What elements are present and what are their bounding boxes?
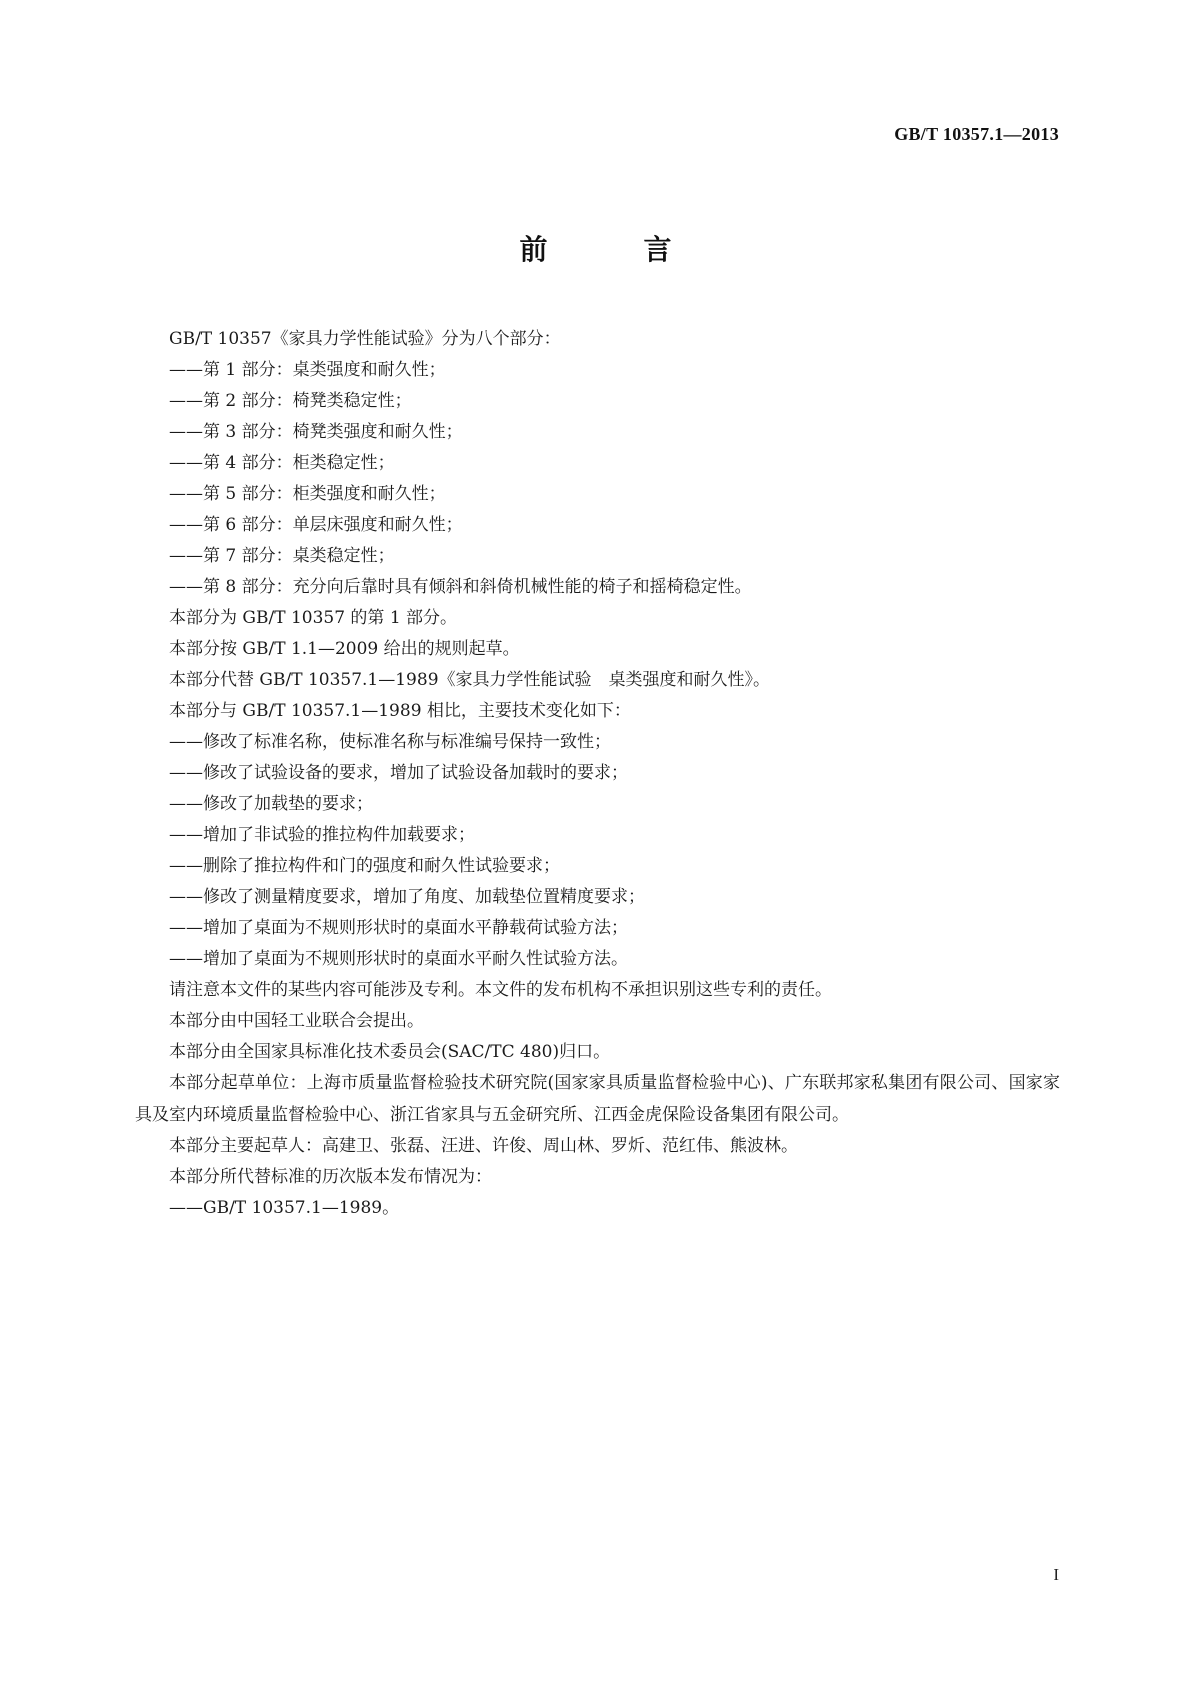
list-item-change: ——修改了试验设备的要求，增加了试验设备加载时的要求；	[169, 763, 628, 783]
list-item-change: ——增加了桌面为不规则形状时的桌面水平静载荷试验方法；	[169, 918, 628, 938]
paragraph-patent-notice: 请注意本文件的某些内容可能涉及专利。本文件的发布机构不承担识别这些专利的责任。	[169, 980, 832, 1000]
list-item-part-6: ——第 6 部分：单层床强度和耐久性；	[169, 515, 463, 535]
list-item-part-1: ——第 1 部分：桌类强度和耐久性；	[169, 360, 446, 380]
paragraph-drafting-organizations: 本部分起草单位：上海市质量监督检验技术研究院(国家家具质量监督检验中心)、广东联邦家私集团有限公司、国家家具及室内环境质量监督检验中心、浙江省家具与五金研究所、江西金虎保险设备集团有限公司。	[135, 1073, 1060, 1125]
paragraph-previous-editions: 本部分所代替标准的历次版本发布情况为：	[169, 1167, 492, 1187]
standard-code: GB/T 10357.1—2013	[894, 124, 1059, 144]
page-number: I	[1053, 1565, 1059, 1584]
paragraph-technical-committee: 本部分由全国家具标准化技术委员会(SAC/TC 480)归口。	[169, 1042, 611, 1062]
list-item-change: ——删除了推拉构件和门的强度和耐久性试验要求；	[169, 856, 560, 876]
paragraph-drafting-rules: 本部分按 GB/T 1.1—2009 给出的规则起草。	[169, 639, 520, 659]
list-item-change: ——修改了加载垫的要求；	[169, 794, 373, 814]
list-item-part-5: ——第 5 部分：柜类强度和耐久性；	[169, 484, 446, 504]
list-item-change: ——修改了测量精度要求，增加了角度、加载垫位置精度要求；	[169, 887, 645, 907]
list-item-change: ——增加了非试验的推拉构件加载要求；	[169, 825, 475, 845]
list-item-part-3: ——第 3 部分：椅凳类强度和耐久性；	[169, 422, 463, 442]
page-title: 前 言	[519, 233, 706, 266]
list-item-part-7: ——第 7 部分：桌类稳定性；	[169, 546, 395, 566]
paragraph-replaces: 本部分代替 GB/T 10357.1—1989《家具力学性能试验 桌类强度和耐久性》。	[169, 670, 771, 690]
list-item-part-8: ——第 8 部分：充分向后靠时具有倾斜和斜倚机械性能的椅子和摇椅稳定性。	[169, 577, 752, 597]
paragraph-changes-intro: 本部分与 GB/T 10357.1—1989 相比，主要技术变化如下：	[169, 701, 631, 721]
paragraph-drafters: 本部分主要起草人：高建卫、张磊、汪进、许俊、周山林、罗炘、范红伟、熊波林。	[169, 1136, 798, 1156]
foreword-body	[135, 324, 1060, 1224]
list-item-previous-edition: ——GB/T 10357.1—1989。	[169, 1198, 400, 1218]
paragraph-part-number: 本部分为 GB/T 10357 的第 1 部分。	[169, 608, 458, 628]
list-item-part-2: ——第 2 部分：椅凳类稳定性；	[169, 391, 412, 411]
list-item-change: ——修改了标准名称，使标准名称与标准编号保持一致性；	[169, 732, 611, 752]
paragraph-parts-intro: GB/T 10357《家具力学性能试验》分为八个部分：	[169, 329, 561, 349]
list-item-change: ——增加了桌面为不规则形状时的桌面水平耐久性试验方法。	[169, 949, 628, 969]
paragraph-proposed-by: 本部分由中国轻工业联合会提出。	[169, 1011, 424, 1031]
list-item-part-4: ——第 4 部分：柜类稳定性；	[169, 453, 395, 473]
